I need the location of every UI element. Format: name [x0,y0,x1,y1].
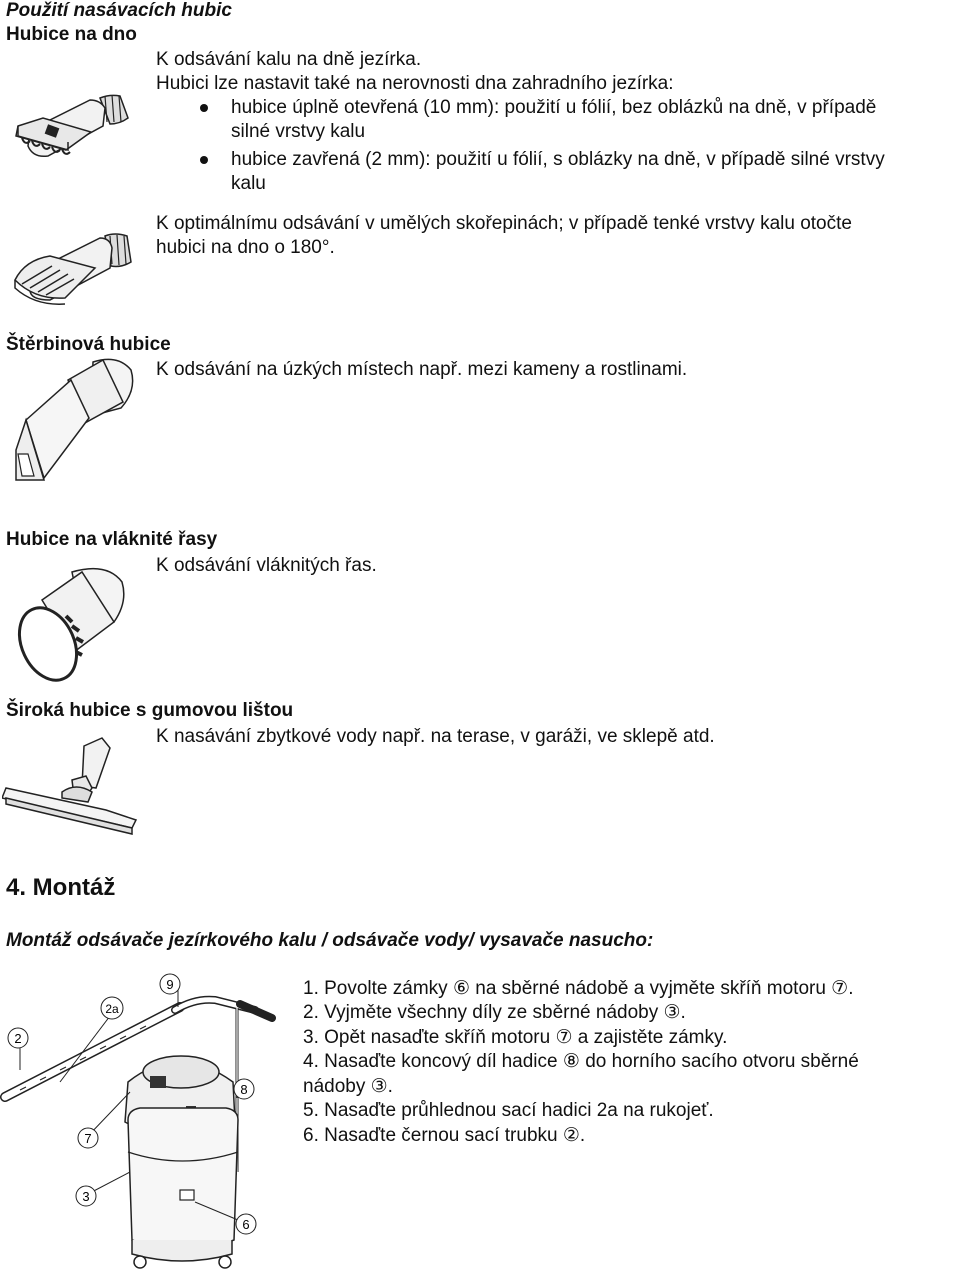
callout-7: 7 [84,1131,92,1146]
bottom-nozzle-closed-icon [10,218,140,318]
heading-assembly: 4. Montáž [6,874,116,901]
text-line: K nasávání zbytkové vody např. na terase, v garáži, ve sklepě atd. [156,726,715,747]
step-3: 3. Opět nasaďte skříň motoru ⑦ a zajistěte zámky. [303,1027,728,1048]
step-5: 5. Nasaďte průhlednou sací hadici 2a na rukojeť. [303,1100,714,1121]
text-line: K odsávání vláknitých řas. [156,555,377,576]
bullet-text: hubice úplně otevřená (10 mm): použití u fólií, bez oblázků na dně, v případě [231,97,877,118]
text-line: K odsávání kalu na dně jezírka. [156,49,422,70]
crevice-nozzle-icon [8,350,138,490]
heading-wide-nozzle: Široká hubice s gumovou lištou [6,700,294,721]
algae-nozzle-icon [12,560,132,690]
callout-6: 6 [242,1217,250,1232]
step-4: 4. Nasaďte koncový díl hadice ⑧ do horního sacího otvoru sběrné [303,1051,859,1072]
text-line: K odsávání na úzkých místech např. mezi kameny a rostlinami. [156,359,688,380]
bullet-text: silné vrstvy kalu [231,121,366,142]
heading-bottom-nozzle: Hubice na dno [6,24,137,45]
wide-squeegee-nozzle-icon [2,732,142,842]
text-line: hubici na dno o 180°. [156,237,335,258]
step-6: 6. Nasaďte černou sací trubku ②. [303,1125,586,1146]
bullet-text: hubice zavřená (2 mm): použití u fólií, s oblázky na dně, v případě silné vrstvy [231,149,885,170]
callout-8: 8 [240,1082,248,1097]
heading-crevice-nozzle: Štěrbinová hubice [6,334,171,355]
subheading-assembly: Montáž odsávače jezírkového kalu / odsávače vody/ vysavače nasucho: [6,930,654,951]
vacuum-assembly-diagram [0,972,285,1285]
step-1: 1. Povolte zámky ⑥ na sběrné nádobě a vyjměte skříň motoru ⑦. [303,978,854,999]
step-2: 2. Vyjměte všechny díly ze sběrné nádoby ③. [303,1002,686,1023]
text-line: K optimálnímu odsávání v umělých skořepinách; v případě tenké vrstvy kalu otočte [156,213,852,234]
bullet [200,104,208,112]
callout-2: 2 [14,1031,22,1046]
callout-9: 9 [166,977,174,992]
bullet-text: kalu [231,173,266,194]
bottom-nozzle-open-icon [10,78,140,168]
text-line: Hubici lze nastavit také na nerovnosti dna zahradního jezírka: [156,73,674,94]
step-4-cont: nádoby ③. [303,1076,393,1097]
heading-algae-nozzle: Hubice na vláknité řasy [6,529,218,550]
callout-3: 3 [82,1189,90,1204]
callout-2a: 2a [105,1002,119,1016]
bullet [200,156,208,164]
section-title: Použití nasávacích hubic [6,0,232,21]
